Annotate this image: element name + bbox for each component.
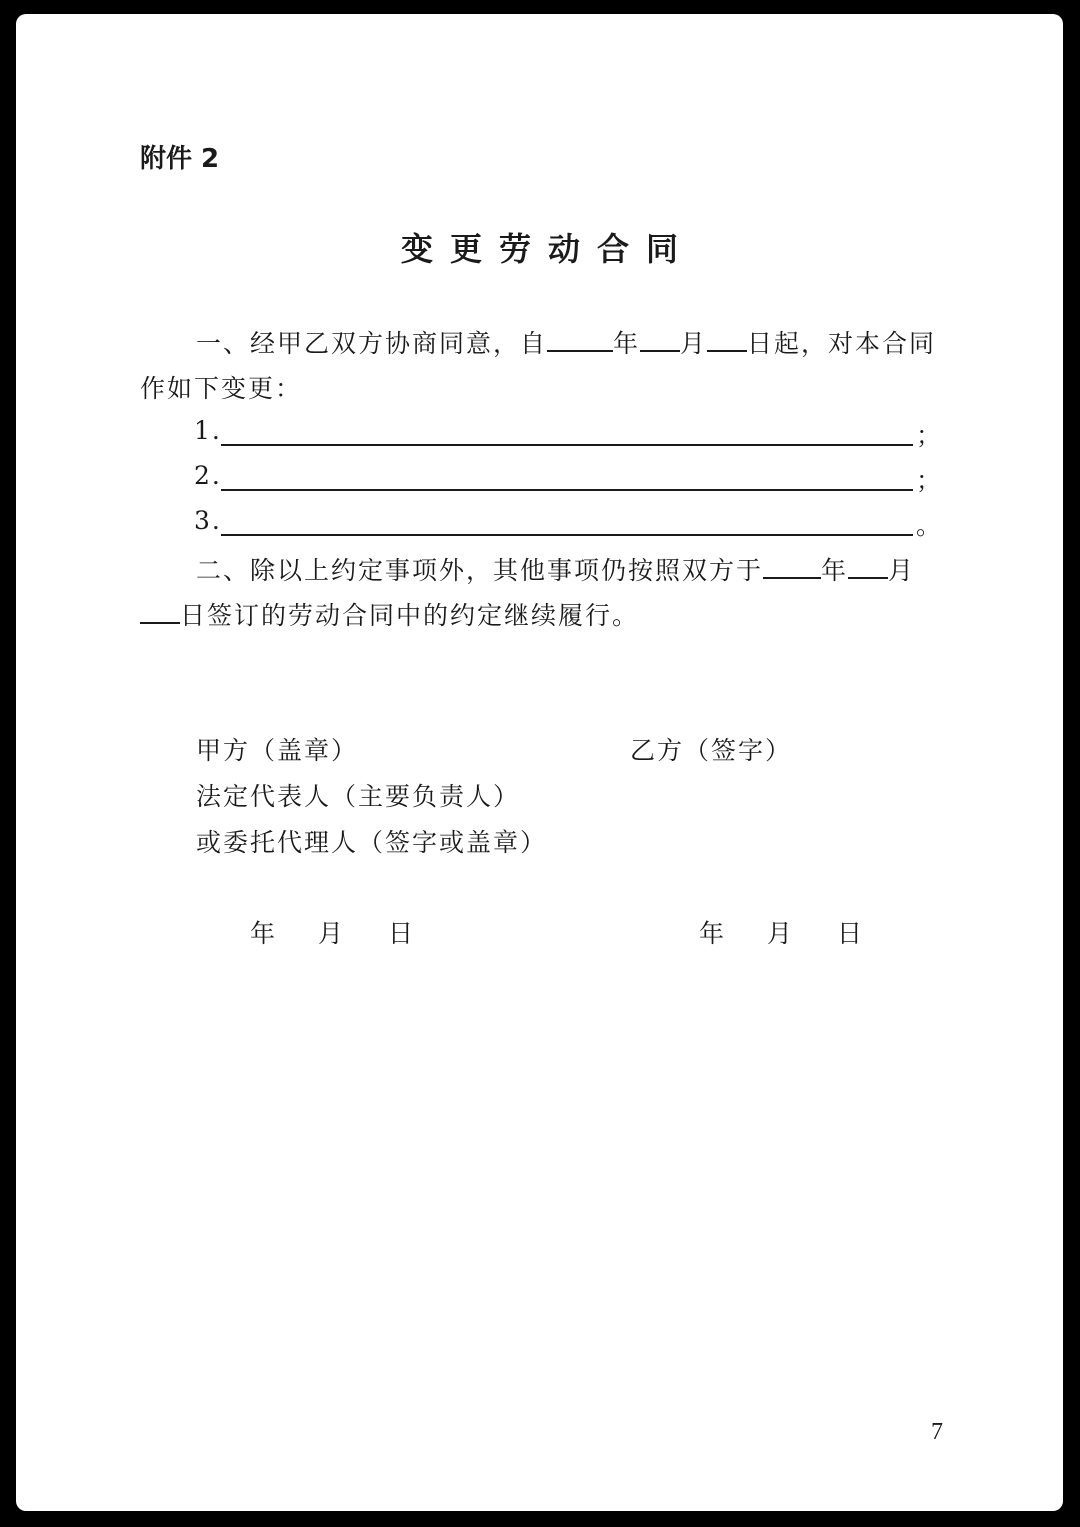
item-3-number: 3. (194, 506, 222, 535)
clause2-line2 (140, 596, 639, 632)
item-3-end: 。 (916, 511, 944, 540)
clause1-line1 (196, 324, 936, 360)
clause1-day-blank (707, 328, 747, 352)
item-2-number: 2. (194, 461, 222, 490)
party-b-date-month: 月 (767, 919, 795, 948)
clause1-month-blank (640, 328, 680, 352)
clause2-month-blank (848, 555, 888, 579)
clause2-line1 (196, 551, 915, 587)
item-2-line (221, 489, 913, 491)
clause1-year-blank (547, 328, 613, 352)
clause1-line2: 作如下变更： (140, 374, 303, 403)
clause2-month-label: 月 (888, 556, 916, 585)
party-a-date-year: 年 (250, 919, 278, 948)
document-page (16, 14, 1063, 1511)
item-3-line (221, 534, 913, 536)
item-1-end: ； (916, 421, 944, 450)
clause2-day-blank (140, 600, 180, 624)
item-1-number: 1. (194, 416, 222, 445)
clause1-text-a: 一、经甲乙双方协商同意，自 (196, 329, 548, 358)
party-a-label: 甲方（盖章） (196, 736, 359, 765)
attachment-label: 附件 2 (140, 144, 220, 174)
clause2-year-blank (763, 555, 821, 579)
item-2-end: ； (916, 466, 944, 495)
clause2-text-a: 二、除以上约定事项外，其他事项仍按照双方于 (196, 556, 764, 585)
clause1-year-label: 年 (613, 329, 641, 358)
party-a-date-day: 日 (388, 919, 416, 948)
party-a-date-month: 月 (318, 919, 346, 948)
clause1-text-b: 日起，对本合同 (747, 329, 937, 358)
page-number: 7 (931, 1419, 943, 1445)
clause2-text-b: 日签订的劳动合同中的约定继续履行。 (180, 601, 640, 630)
document-title: 变更劳动合同 (400, 230, 695, 268)
agent-label: 或委托代理人（签字或盖章） (196, 828, 548, 857)
party-b-date-day: 日 (837, 919, 865, 948)
clause2-year-label: 年 (821, 556, 849, 585)
party-b-label: 乙方（签字） (630, 736, 793, 765)
legal-rep-label: 法定代表人（主要负责人） (196, 782, 521, 811)
item-1-line (221, 444, 913, 446)
clause1-month-label: 月 (680, 329, 708, 358)
party-b-date-year: 年 (699, 919, 727, 948)
